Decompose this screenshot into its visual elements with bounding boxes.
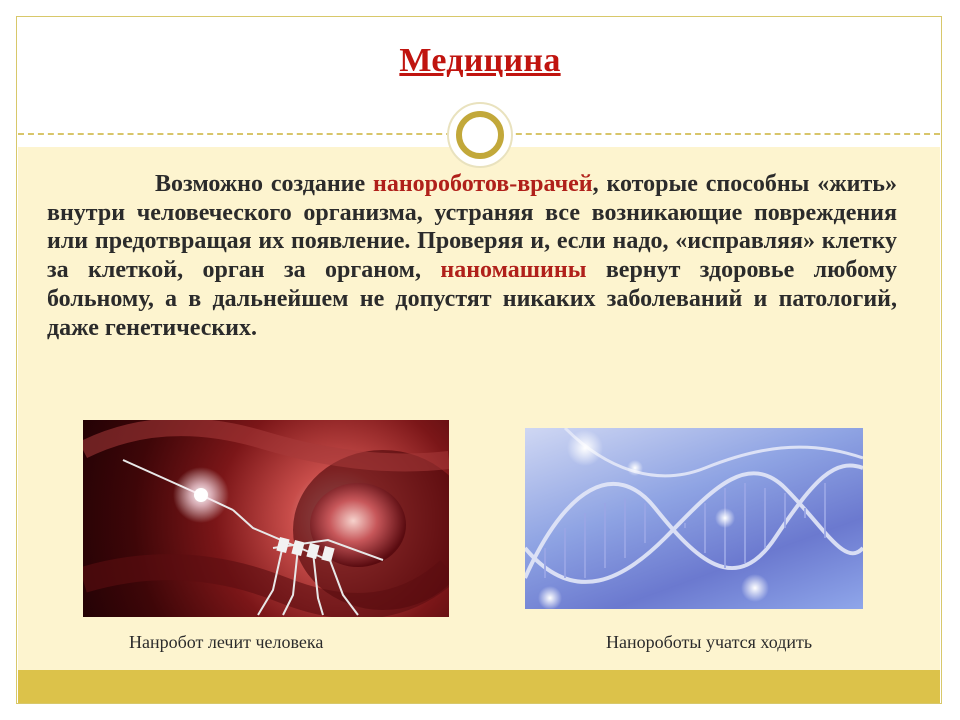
paragraph-part-1: Возможно создание [155,171,374,197]
footer-bar [18,670,940,703]
paragraph-part-2: , которые способны «жить» внутри человеческого организма, устраняя все возникающие повреждения или предотвращая их появление. Проверяя и, если надо, «исправляя» клетку за клеткой, орган за органом, [47,171,897,284]
highlight-nanorobots-doctors: нанороботов-врачей [373,171,593,197]
nanorobot-image [83,420,449,617]
slide-title: Медицина [399,42,561,79]
highlight-nanomachines: наномашины [440,257,587,284]
dna-helix-image [525,428,863,609]
body-paragraph [47,170,897,342]
decorative-ring-icon [456,111,504,159]
image-caption-right: Нанороботы учатся ходить [606,632,813,652]
image-caption-left: Нанробот лечит человека [129,632,324,652]
paragraph-part-3: вернут здоровье любому больному, а в дальнейшем не допустят никаких заболеваний и патологий, даже генетических. [47,257,897,341]
